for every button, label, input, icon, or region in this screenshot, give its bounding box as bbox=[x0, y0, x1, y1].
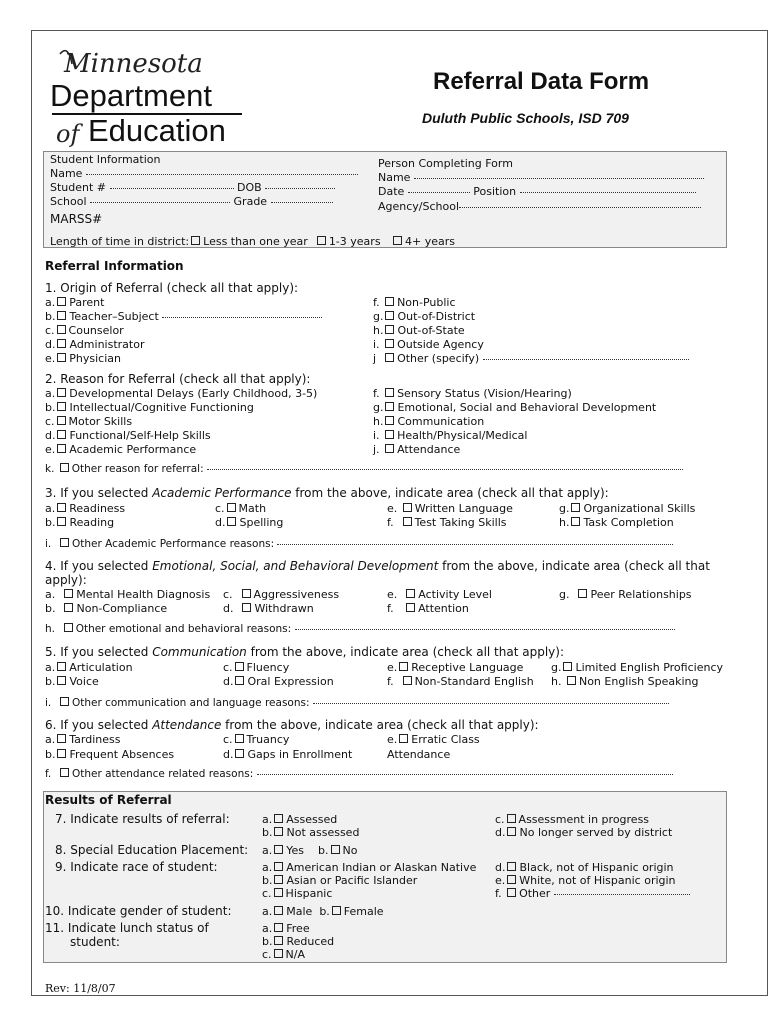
q9-option-a[interactable]: a. American Indian or Alaskan Native bbox=[262, 861, 477, 874]
q4-option-g[interactable]: g. Peer Relationships bbox=[559, 588, 692, 601]
q1-option-b[interactable]: b. Teacher–Subject bbox=[45, 310, 322, 323]
q3-option-g[interactable]: g. Organizational Skills bbox=[559, 502, 696, 515]
q3-option-i[interactable]: i. Other Academic Performance reasons: bbox=[45, 538, 673, 551]
q6-option-e[interactable]: e. Erratic Class bbox=[387, 733, 480, 746]
q3-option-b[interactable]: b. Reading bbox=[45, 516, 115, 529]
q2-option-k[interactable]: k. Other reason for referral: bbox=[45, 463, 683, 476]
agency-field[interactable] bbox=[378, 200, 701, 213]
student-name-label: Name bbox=[50, 167, 83, 180]
q6-title: 6. If you selected Attendance from the above, indicate area (check all that apply): bbox=[45, 718, 539, 732]
q7-option-c[interactable]: c. Assessment in progress bbox=[495, 813, 650, 826]
q1-option-c[interactable]: c. Counselor bbox=[45, 324, 124, 337]
q4-title: 4. If you selected Emotional, Social, and Behavioral Development from the above, indicate area (check all that bbox=[45, 559, 710, 573]
q3-option-d[interactable]: d. Spelling bbox=[215, 516, 284, 529]
school-label: School bbox=[50, 195, 87, 208]
school-field[interactable] bbox=[50, 195, 333, 208]
student-info-heading: Student Information bbox=[50, 153, 161, 166]
q4-title-cont: apply): bbox=[45, 573, 87, 587]
q11-option-a[interactable]: a. Free bbox=[262, 922, 310, 935]
q6-option-f[interactable]: f. Other attendance related reasons: bbox=[45, 768, 673, 781]
checkbox-1-3-years[interactable] bbox=[317, 236, 326, 245]
grade-label: Grade bbox=[233, 195, 268, 208]
q1-option-j[interactable]: j Other (specify) bbox=[373, 352, 689, 365]
date-label: Date bbox=[378, 185, 405, 198]
logo-department-text: Department bbox=[50, 78, 212, 113]
q3-option-f[interactable]: f. Test Taking Skills bbox=[387, 516, 507, 529]
q7-option-a[interactable]: a. Assessed bbox=[262, 813, 338, 826]
form-title: Referral Data Form bbox=[433, 68, 650, 95]
q10-options[interactable]: a. Male b. Female bbox=[262, 905, 384, 918]
q4-option-a[interactable]: a. Mental Health Diagnosis bbox=[45, 588, 211, 601]
q2-option-e[interactable]: e. Academic Performance bbox=[45, 443, 197, 456]
checkbox-4-plus-years[interactable] bbox=[393, 236, 402, 245]
q6-option-a[interactable]: a. Tardiness bbox=[45, 733, 121, 746]
person-completing-heading: Person Completing Form bbox=[378, 157, 513, 170]
q1-option-i[interactable]: i. Outside Agency bbox=[373, 338, 484, 351]
q9-title: 9. Indicate race of student: bbox=[55, 860, 218, 874]
q4-option-b[interactable]: b. Non-Compliance bbox=[45, 602, 168, 615]
q3-option-a[interactable]: a. Readiness bbox=[45, 502, 126, 515]
student-name-field[interactable] bbox=[50, 167, 358, 180]
q2-option-j[interactable]: j. Attendance bbox=[373, 443, 461, 456]
checkbox-less-than-one[interactable] bbox=[191, 236, 200, 245]
logo-education-text: Education bbox=[88, 113, 226, 148]
q7-option-d[interactable]: d. No longer served by district bbox=[495, 826, 673, 839]
q1-option-d[interactable]: d. Administrator bbox=[45, 338, 145, 351]
q6-option-e-cont: Attendance bbox=[387, 748, 451, 761]
q4-option-f[interactable]: f. Attention bbox=[387, 602, 469, 615]
date-position-field[interactable] bbox=[378, 185, 696, 198]
q6-option-c[interactable]: c. Truancy bbox=[223, 733, 290, 746]
q2-option-b[interactable]: b. Intellectual/Cognitive Functioning bbox=[45, 401, 254, 414]
q2-option-a[interactable]: a. Developmental Delays (Early Childhood, 3-5) bbox=[45, 387, 318, 400]
logo-of-text: of bbox=[56, 120, 80, 148]
q1-option-a[interactable]: a. Parent bbox=[45, 296, 105, 309]
student-number-label: Student # bbox=[50, 181, 107, 194]
q5-option-e[interactable]: e. Receptive Language bbox=[387, 661, 524, 674]
q5-option-i[interactable]: i. Other communication and language reasons: bbox=[45, 697, 669, 710]
q2-option-c[interactable]: c. Motor Skills bbox=[45, 415, 133, 428]
q2-option-i[interactable]: i. Health/Physical/Medical bbox=[373, 429, 528, 442]
q6-option-b[interactable]: b. Frequent Absences bbox=[45, 748, 175, 761]
q3-option-h[interactable]: h. Task Completion bbox=[559, 516, 674, 529]
marss-label[interactable]: MARSS# bbox=[50, 212, 103, 226]
student-number-field[interactable] bbox=[50, 181, 335, 194]
q4-option-c[interactable]: c. Aggressiveness bbox=[223, 588, 340, 601]
dob-label: DOB bbox=[237, 181, 262, 194]
results-heading: Results of Referral bbox=[45, 793, 172, 807]
form-subtitle: Duluth Public Schools, ISD 709 bbox=[422, 110, 629, 126]
q1-option-g[interactable]: g. Out-of-District bbox=[373, 310, 476, 323]
q2-title: 2. Reason for Referral (check all that apply): bbox=[45, 372, 311, 386]
agency-label: Agency/School bbox=[378, 200, 460, 213]
q7-title: 7. Indicate results of referral: bbox=[55, 812, 230, 826]
q9-option-d[interactable]: d. Black, not of Hispanic origin bbox=[495, 861, 674, 874]
q3-title: 3. If you selected Academic Performance from the above, indicate area (check all that apply): bbox=[45, 486, 609, 500]
q9-option-c[interactable]: c. Hispanic bbox=[262, 887, 333, 900]
q4-option-e[interactable]: e. Activity Level bbox=[387, 588, 492, 601]
q11-title: 11. Indicate lunch status of bbox=[45, 921, 209, 935]
logo-script-text: Minnesota bbox=[64, 49, 203, 79]
q11-option-c[interactable]: c. N/A bbox=[262, 948, 306, 961]
length-in-district bbox=[50, 235, 455, 248]
position-label: Position bbox=[473, 185, 517, 198]
q9-option-b[interactable]: b. Asian or Pacific Islander bbox=[262, 874, 418, 887]
q5-option-c[interactable]: c. Fluency bbox=[223, 661, 290, 674]
length-label: Length of time in district: bbox=[50, 235, 190, 248]
length-opt2: 1-3 years bbox=[328, 235, 381, 248]
q2-option-h[interactable]: h. Communication bbox=[373, 415, 485, 428]
q5-option-h[interactable]: h. Non English Speaking bbox=[551, 675, 699, 688]
person-name-label: Name bbox=[378, 171, 411, 184]
q6-option-d[interactable]: d. Gaps in Enrollment bbox=[223, 748, 353, 761]
q9-option-f[interactable]: f. Other bbox=[495, 887, 690, 900]
q5-title: 5. If you selected Communication from the above, indicate area (check all that apply): bbox=[45, 645, 564, 659]
q11-option-b[interactable]: b. Reduced bbox=[262, 935, 335, 948]
q4-option-d[interactable]: d. Withdrawn bbox=[223, 602, 314, 615]
q2-option-f[interactable]: f. Sensory Status (Vision/Hearing) bbox=[373, 387, 572, 400]
q1-option-f[interactable]: f. Non-Public bbox=[373, 296, 456, 309]
q4-option-h[interactable]: h. Other emotional and behavioral reasons: bbox=[45, 623, 675, 636]
revision-date: Rev: 11/8/07 bbox=[45, 982, 116, 995]
person-name-field[interactable] bbox=[378, 171, 704, 184]
q5-option-a[interactable]: a. Articulation bbox=[45, 661, 133, 674]
q9-option-e[interactable]: e. White, not of Hispanic origin bbox=[495, 874, 676, 887]
mde-logo bbox=[50, 42, 250, 150]
q2-option-d[interactable]: d. Functional/Self-Help Skills bbox=[45, 429, 211, 442]
q1-option-e[interactable]: e. Physician bbox=[45, 352, 121, 365]
q11-title-cont: student: bbox=[70, 935, 120, 949]
logo-graphic bbox=[50, 42, 250, 150]
q1-option-h[interactable]: h. Out-of-State bbox=[373, 324, 465, 337]
referral-info-heading: Referral Information bbox=[45, 259, 184, 273]
length-opt3: 4+ years bbox=[405, 235, 456, 248]
q5-option-b[interactable]: b. Voice bbox=[45, 675, 99, 688]
q8-title: 8. Special Education Placement: bbox=[55, 843, 249, 857]
q5-option-g[interactable]: g. Limited English Proficiency bbox=[551, 661, 723, 674]
length-opt1: Less than one year bbox=[203, 235, 308, 248]
q3-option-e[interactable]: e. Written Language bbox=[387, 502, 513, 515]
q10-title: 10. Indicate gender of student: bbox=[45, 904, 232, 918]
q7-option-b[interactable]: b. Not assessed bbox=[262, 826, 360, 839]
q1-title: 1. Origin of Referral (check all that apply): bbox=[45, 281, 299, 295]
q5-option-f[interactable]: f. Non-Standard English bbox=[387, 675, 534, 688]
q2-option-g[interactable]: g. Emotional, Social and Behavioral Development bbox=[373, 401, 657, 414]
q8-options[interactable]: a. Yes b. No bbox=[262, 844, 358, 857]
q3-option-c[interactable]: c. Math bbox=[215, 502, 267, 515]
q5-option-d[interactable]: d. Oral Expression bbox=[223, 675, 334, 688]
